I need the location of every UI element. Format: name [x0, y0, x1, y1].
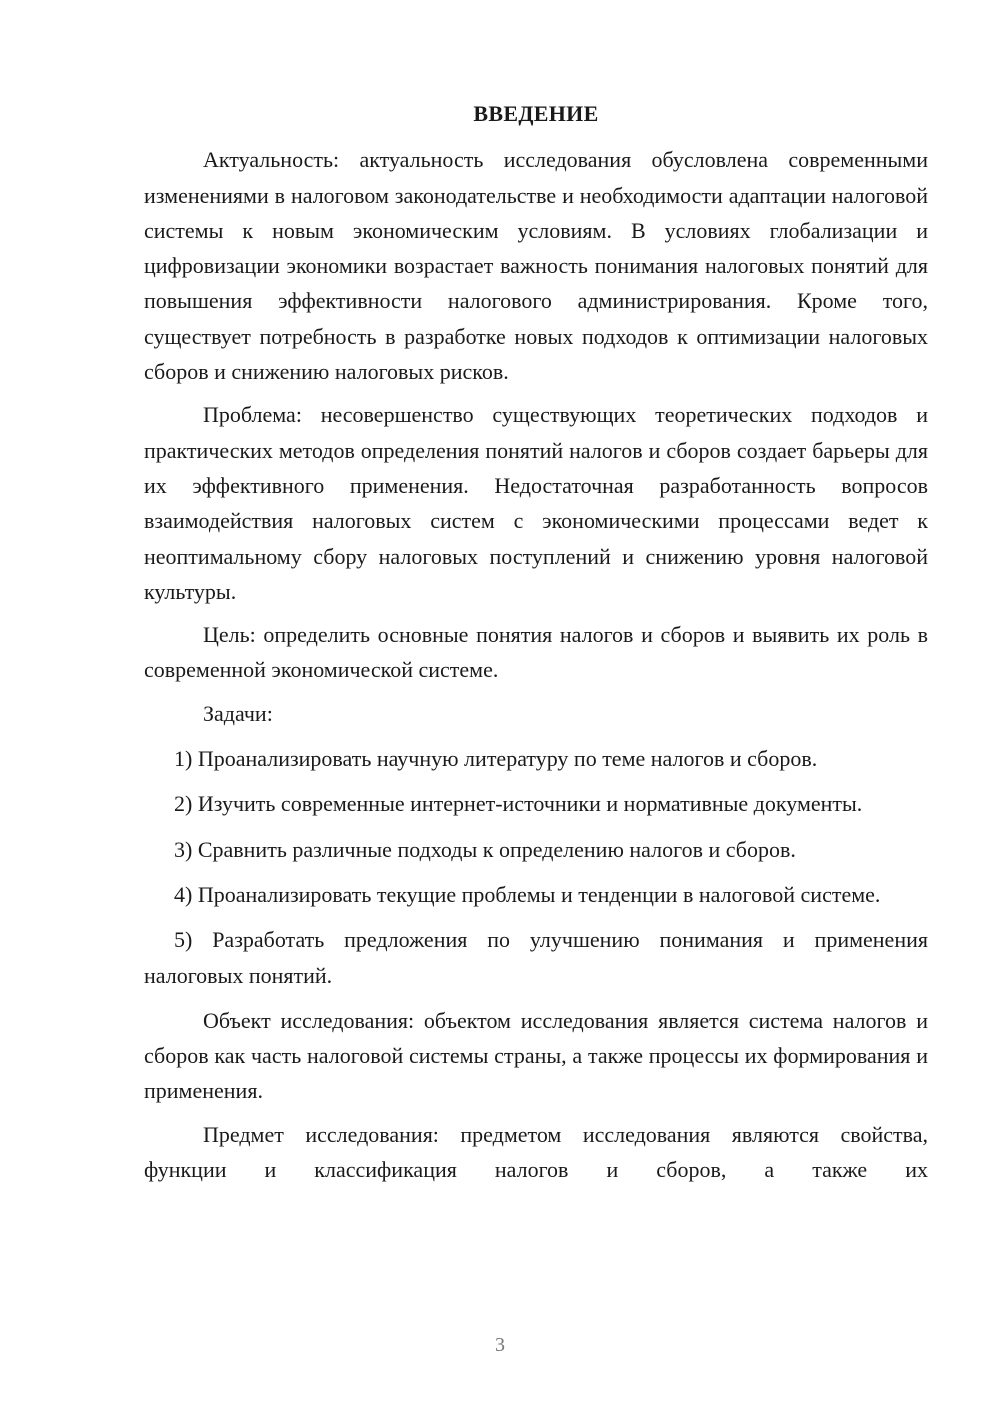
paragraph-subject: Предмет исследования: предметом исследования являются свойства, функции и классификация налогов и сборов, а также их — [144, 1121, 928, 1183]
task-item-2: 2) Изучить современные интернет-источники и нормативные документы. — [174, 791, 863, 817]
section-heading: ВВЕДЕНИЕ — [473, 101, 599, 126]
paragraph-problem: Проблема: несовершенство существующих теоретических подходов и практических методов определения понятий налогов и сборов создает барьеры для их эффективного применения. Недостаточная разработанность вопросов взаимодействия налоговых систем с экономическими процессами ведет к неоптимальному сбору налоговых поступлений и снижению уровня налоговой культуры. — [144, 402, 928, 604]
task-item-3: 3) Сравнить различные подходы к определению налогов и сборов. — [174, 836, 796, 862]
paragraph-goal: Цель: определить основные понятия налогов и сборов и выявить их роль в современной экономической системе. — [144, 622, 928, 683]
paragraph-relevance: Актуальность: актуальность исследования обусловлена современными изменениями в налоговом законодательстве и необходимости адаптации налоговой системы к новым экономическим условиям. В условиях глобализации и цифровизации экономики возрастает важность понимания налоговых понятий для повышения эффективности налогового администрирования. Кроме того, существует потребность в разработке новых подходов к оптимизации налоговых сборов и снижению налоговых рисков. — [144, 147, 928, 385]
paragraph-object: Объект исследования: объектом исследования является система налогов и сборов как часть налоговой системы страны, а также процессы их формирования и применения. — [144, 1007, 928, 1104]
task-item-4: 4) Проанализировать текущие проблемы и тенденции в налоговой системе. — [174, 881, 881, 907]
page-content — [144, 96, 928, 1187]
page-number: 3 — [495, 1334, 505, 1356]
task-item-1: 1) Проанализировать научную литературу по теме налогов и сборов. — [174, 746, 818, 772]
task-list — [144, 741, 928, 993]
task-item-5: 5) Разработать предложения по улучшению понимания и применения налоговых понятий. — [144, 927, 928, 988]
tasks-label: Задачи: — [203, 700, 273, 726]
